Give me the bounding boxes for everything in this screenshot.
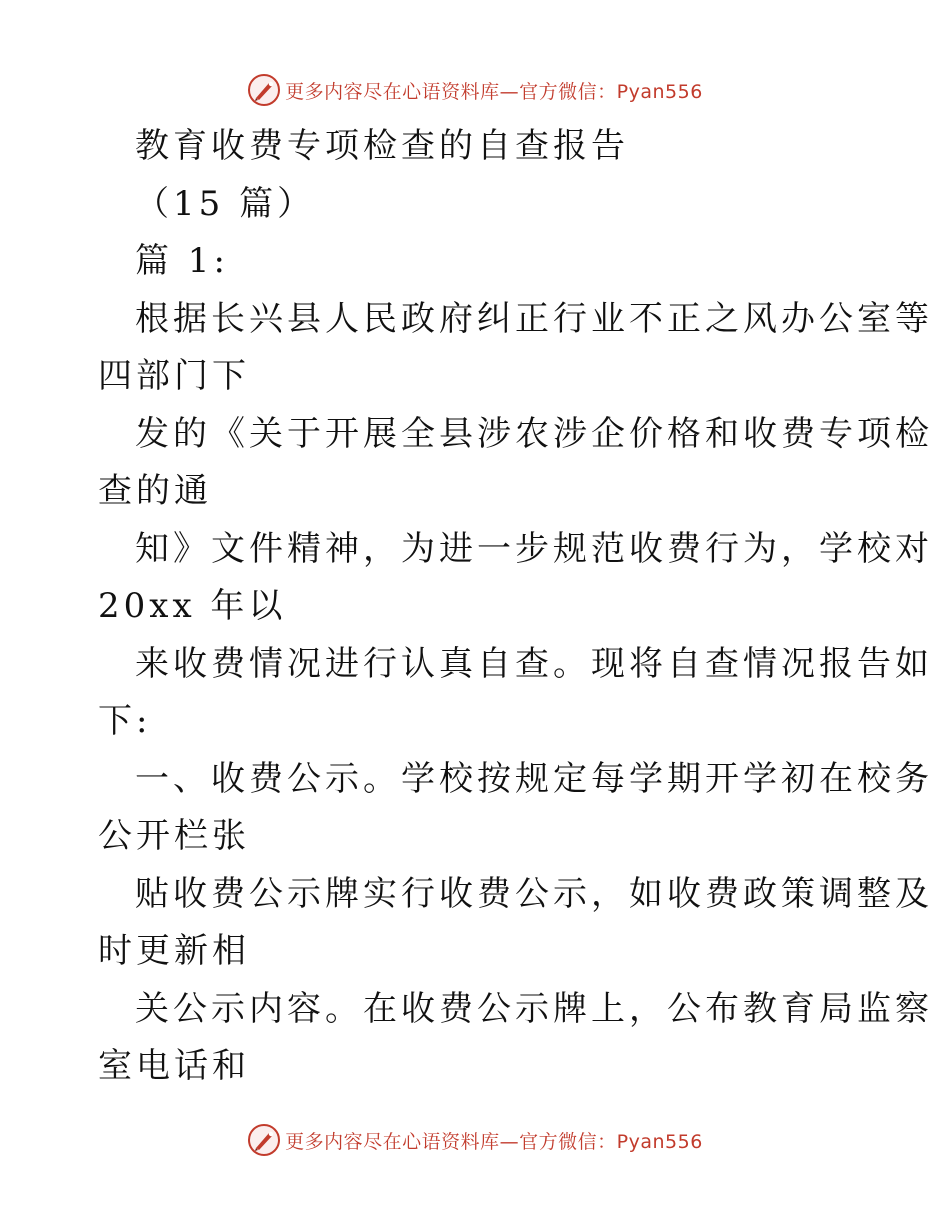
text-line: 时更新相 [98, 931, 250, 971]
text-line: 根据长兴县人民政府纠正行业不正之风办公室等 [135, 298, 933, 339]
text-line: 篇 1: [135, 241, 229, 281]
footer-banner [0, 1120, 950, 1160]
text-line: 关公示内容。在收费公示牌上，公布教育局监察 [135, 988, 933, 1029]
text-line: 公开栏张 [98, 816, 250, 856]
text-line: 下: [98, 701, 152, 741]
pen-logo-icon [247, 1123, 281, 1157]
header-banner [0, 70, 950, 110]
text-line: 20xx 年以 [98, 586, 287, 626]
text-line: （15 篇） [135, 183, 316, 224]
text-line: 室电话和 [98, 1046, 250, 1086]
banner-text: 更多内容尽在心语资料库—官方微信：Pyan556 [285, 80, 703, 103]
text-line: 发的《关于开展全县涉农涉企价格和收费专项检 [135, 413, 933, 454]
document-title: 教育收费专项检查的自查报告 [135, 126, 629, 166]
text-line: 一、收费公示。学校按规定每学期开学初在校务 [135, 758, 933, 799]
text-line: 四部门下 [98, 356, 250, 396]
text-line: 贴收费公示牌实行收费公示，如收费政策调整及 [135, 873, 933, 914]
banner-text: 更多内容尽在心语资料库—官方微信：Pyan556 [285, 1130, 703, 1153]
text-line: 来收费情况进行认真自查。现将自查情况报告如 [135, 643, 933, 684]
document-body [0, 118, 950, 1096]
pen-logo-icon [247, 73, 281, 107]
text-line: 查的通 [98, 471, 212, 511]
text-line: 知》文件精神，为进一步规范收费行为，学校对 [135, 528, 933, 569]
